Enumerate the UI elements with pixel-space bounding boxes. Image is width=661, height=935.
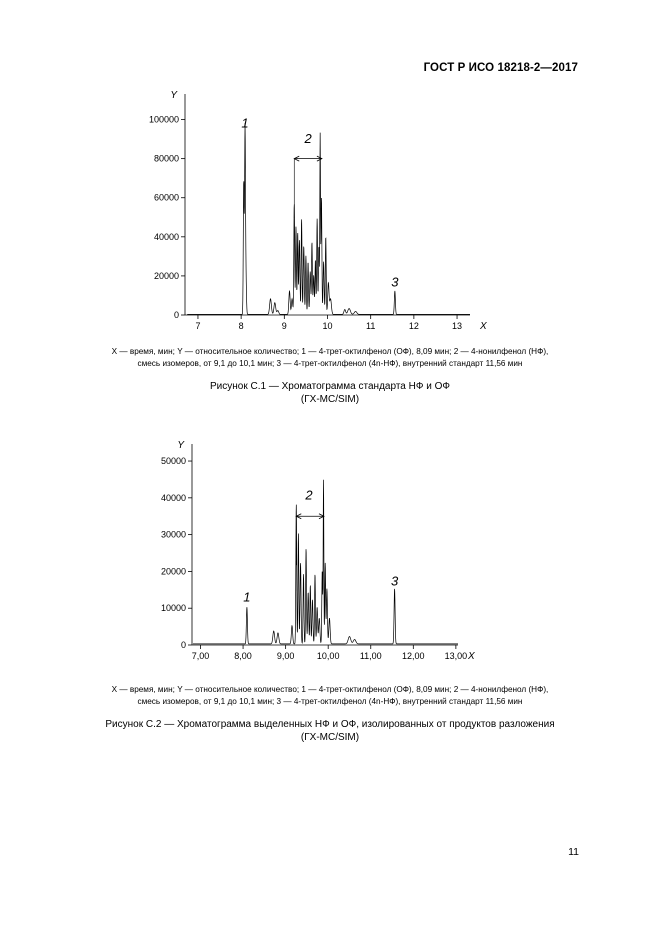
y-axis-label: Y bbox=[177, 440, 184, 451]
peak-label-3: 3 bbox=[390, 573, 399, 589]
figure-2-legend bbox=[70, 684, 590, 708]
y-tick-label: 40000 bbox=[153, 231, 179, 242]
peak-label-3: 3 bbox=[391, 274, 399, 290]
x-axis-label: X bbox=[480, 321, 487, 332]
x-tick-label: 8,00 bbox=[234, 651, 252, 661]
figure-1-legend-line1: X — время, мин; Y — относительное количество; 1 — 4-трет-октилфенол (ОФ), 8,09 мин; 2 — 4-нонилфенол (НФ), bbox=[111, 347, 549, 356]
x-tick-label: 7 bbox=[195, 321, 201, 331]
figure-2-legend-line1: X — время, мин; Y — относительное количество; 1 — 4-трет-октилфенол (ОФ), 8,09 мин; 2 — 4-нонилфенол (НФ), bbox=[111, 685, 549, 694]
chromatogram-chart-2 bbox=[0, 430, 661, 680]
y-tick-label: 20000 bbox=[160, 566, 186, 577]
figure-1-legend-line2: смесь изомеров, от 9,1 до 10,1 мин; 3 — 4-трет-октилфенол (4n-НФ), внутренний стандарт 11,56 мин bbox=[137, 359, 523, 368]
figure-2-legend-line2: смесь изомеров, от 9,1 до 10,1 мин; 3 — 4-трет-октилфенол (4n-НФ), внутренний стандарт 11,56 мин bbox=[137, 697, 523, 706]
chromatogram-trace bbox=[187, 123, 470, 314]
y-tick-label: 100000 bbox=[148, 114, 179, 125]
y-axis-label: Y bbox=[170, 90, 177, 101]
x-tick-label: 12,00 bbox=[402, 651, 425, 661]
y-tick-label: 40000 bbox=[160, 492, 186, 503]
y-tick-label: 0 bbox=[173, 310, 179, 320]
x-tick-label: 10 bbox=[322, 321, 333, 331]
y-tick-label: 60000 bbox=[153, 192, 179, 203]
peak-label-2: 2 bbox=[305, 487, 313, 503]
document-header: ГОСТ Р ИСО 18218-2—2017 bbox=[423, 62, 578, 74]
page-number: 11 bbox=[568, 846, 579, 858]
x-tick-label: 13 bbox=[452, 321, 463, 331]
y-tick-label: 50000 bbox=[160, 456, 186, 467]
x-tick-label: 11,00 bbox=[359, 651, 382, 661]
peak-label-1: 1 bbox=[243, 589, 251, 605]
y-tick-label: 30000 bbox=[160, 529, 186, 540]
x-axis-label: X bbox=[468, 651, 475, 662]
figure-1-title-line1: Рисунок С.1 — Хроматограмма стандарта НФ и ОФ bbox=[210, 381, 450, 392]
x-tick-label: 11 bbox=[366, 321, 376, 331]
x-tick-label: 7,00 bbox=[191, 651, 210, 661]
figure-1-title bbox=[60, 380, 600, 406]
peak-label-2: 2 bbox=[304, 131, 312, 146]
y-tick-label: 10000 bbox=[160, 603, 186, 614]
y-tick-label: 0 bbox=[180, 640, 186, 650]
x-tick-label: 9 bbox=[281, 321, 287, 331]
chromatogram-trace bbox=[193, 480, 458, 644]
x-tick-label: 8 bbox=[238, 321, 244, 331]
y-tick-label: 80000 bbox=[153, 153, 179, 164]
x-tick-label: 12 bbox=[408, 321, 419, 331]
x-tick-label: 9,00 bbox=[276, 651, 295, 661]
x-tick-label: 13,00 bbox=[444, 651, 468, 661]
figure-2-title bbox=[60, 718, 600, 744]
figure-1-title-line2: (ГХ-МС/SIM) bbox=[300, 394, 360, 405]
figure-2-title-line1: Рисунок С.2 — Хроматограмма выделенных НФ и ОФ, изолированных от продуктов разложения bbox=[105, 719, 555, 730]
peak-label-1: 1 bbox=[241, 115, 249, 131]
chromatogram-chart-1 bbox=[0, 80, 661, 345]
figure-1-legend bbox=[70, 346, 590, 370]
figure-2-title-line2: (ГХ-МС/SIM) bbox=[300, 732, 360, 743]
y-tick-label: 20000 bbox=[153, 270, 179, 281]
x-tick-label: 10,00 bbox=[316, 651, 340, 661]
